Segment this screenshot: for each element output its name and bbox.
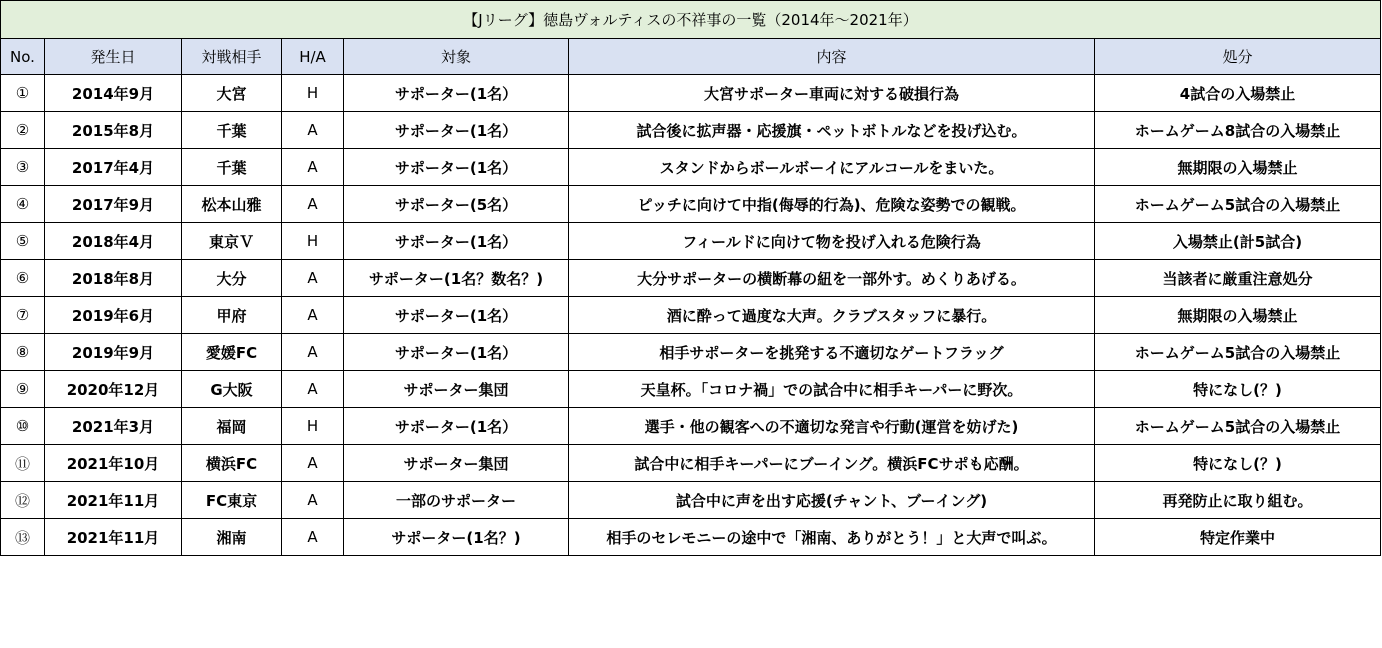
cell-home-away: A [282, 260, 344, 297]
cell-penalty: ホームゲーム8試合の入場禁止 [1095, 112, 1381, 149]
cell-no: ④ [1, 186, 45, 223]
cell-no: ③ [1, 149, 45, 186]
cell-no: ⑤ [1, 223, 45, 260]
header-penalty: 処分 [1095, 39, 1381, 75]
cell-target: サポーター集団 [344, 371, 569, 408]
cell-no: ⑥ [1, 260, 45, 297]
cell-home-away: A [282, 334, 344, 371]
cell-target: サポーター(1名） [344, 297, 569, 334]
cell-penalty: 特になし(？) [1095, 445, 1381, 482]
table-row [1, 223, 1381, 260]
header-home-away: H/A [282, 39, 344, 75]
header-no: No. [1, 39, 45, 75]
cell-opponent: 甲府 [182, 297, 282, 334]
cell-home-away: A [282, 186, 344, 223]
cell-no: ⑬ [1, 519, 45, 556]
table-row [1, 186, 1381, 223]
header-content: 内容 [569, 39, 1095, 75]
cell-no: ⑦ [1, 297, 45, 334]
cell-opponent: 大宮 [182, 75, 282, 112]
cell-content: 相手サポーターを挑発する不適切なゲートフラッグ [569, 334, 1095, 371]
cell-date: 2018年8月 [45, 260, 182, 297]
cell-no: ② [1, 112, 45, 149]
cell-penalty: ホームゲーム5試合の入場禁止 [1095, 334, 1381, 371]
cell-penalty: 無期限の入場禁止 [1095, 297, 1381, 334]
cell-penalty: 4試合の入場禁止 [1095, 75, 1381, 112]
cell-no: ⑪ [1, 445, 45, 482]
cell-penalty: 当該者に厳重注意処分 [1095, 260, 1381, 297]
table-row [1, 445, 1381, 482]
cell-content: 相手のセレモニーの途中で「湘南、ありがとう！」と大声で叫ぶ。 [569, 519, 1095, 556]
cell-penalty: 特になし(？) [1095, 371, 1381, 408]
cell-opponent: 松本山雅 [182, 186, 282, 223]
cell-date: 2018年4月 [45, 223, 182, 260]
cell-home-away: H [282, 408, 344, 445]
cell-content: 選手・他の観客への不適切な発言や行動(運営を妨げた) [569, 408, 1095, 445]
cell-target: サポーター集団 [344, 445, 569, 482]
cell-date: 2021年10月 [45, 445, 182, 482]
cell-no: ⑨ [1, 371, 45, 408]
title-row [1, 1, 1381, 39]
cell-content: フィールドに向けて物を投げ入れる危険行為 [569, 223, 1095, 260]
cell-content: 大宮サポーター車両に対する破損行為 [569, 75, 1095, 112]
table-row [1, 482, 1381, 519]
header-row [1, 39, 1381, 75]
cell-target: サポーター(1名） [344, 223, 569, 260]
table-row [1, 75, 1381, 112]
cell-target: サポーター(1名） [344, 149, 569, 186]
cell-target: サポーター(1名？数名？) [344, 260, 569, 297]
cell-home-away: A [282, 149, 344, 186]
table-row [1, 149, 1381, 186]
table-row [1, 334, 1381, 371]
cell-opponent: 東京Ｖ [182, 223, 282, 260]
cell-penalty: ホームゲーム5試合の入場禁止 [1095, 186, 1381, 223]
cell-target: サポーター(5名） [344, 186, 569, 223]
cell-opponent: 千葉 [182, 112, 282, 149]
cell-home-away: A [282, 445, 344, 482]
table-row [1, 371, 1381, 408]
cell-home-away: A [282, 519, 344, 556]
cell-opponent: G大阪 [182, 371, 282, 408]
cell-date: 2015年8月 [45, 112, 182, 149]
cell-opponent: 福岡 [182, 408, 282, 445]
cell-date: 2021年3月 [45, 408, 182, 445]
table-row [1, 519, 1381, 556]
table-row [1, 297, 1381, 334]
cell-date: 2014年9月 [45, 75, 182, 112]
table-row [1, 408, 1381, 445]
cell-opponent: 千葉 [182, 149, 282, 186]
cell-date: 2019年6月 [45, 297, 182, 334]
cell-target: サポーター(1名） [344, 112, 569, 149]
cell-opponent: 湘南 [182, 519, 282, 556]
header-date: 発生日 [45, 39, 182, 75]
cell-content: スタンドからボールボーイにアルコールをまいた。 [569, 149, 1095, 186]
cell-penalty: 再発防止に取り組む。 [1095, 482, 1381, 519]
cell-target: サポーター(1名？) [344, 519, 569, 556]
cell-content: ピッチに向けて中指(侮辱的行為)、危険な姿勢での観戦。 [569, 186, 1095, 223]
cell-opponent: 横浜FC [182, 445, 282, 482]
cell-penalty: 特定作業中 [1095, 519, 1381, 556]
cell-date: 2021年11月 [45, 519, 182, 556]
cell-opponent: FC東京 [182, 482, 282, 519]
cell-content: 酒に酔って過度な大声。クラブスタッフに暴行。 [569, 297, 1095, 334]
table-body [1, 75, 1381, 556]
cell-target: 一部のサポーター [344, 482, 569, 519]
cell-target: サポーター(1名） [344, 75, 569, 112]
cell-date: 2019年9月 [45, 334, 182, 371]
cell-content: 試合中に相手キーパーにブーイング。横浜FCサポも応酬。 [569, 445, 1095, 482]
cell-no: ⑧ [1, 334, 45, 371]
cell-target: サポーター(1名） [344, 408, 569, 445]
table-row [1, 112, 1381, 149]
table-title: 【Jリーグ】徳島ヴォルティスの不祥事の一覧（2014年～2021年） [1, 1, 1381, 39]
cell-penalty: 無期限の入場禁止 [1095, 149, 1381, 186]
cell-home-away: H [282, 223, 344, 260]
cell-target: サポーター(1名） [344, 334, 569, 371]
cell-date: 2020年12月 [45, 371, 182, 408]
cell-no: ⑩ [1, 408, 45, 445]
cell-opponent: 愛媛FC [182, 334, 282, 371]
cell-date: 2017年4月 [45, 149, 182, 186]
header-target: 対象 [344, 39, 569, 75]
cell-home-away: A [282, 112, 344, 149]
cell-no: ① [1, 75, 45, 112]
cell-date: 2017年9月 [45, 186, 182, 223]
cell-content: 天皇杯。「コロナ禍」での試合中に相手キーパーに野次。 [569, 371, 1095, 408]
cell-home-away: H [282, 75, 344, 112]
cell-content: 大分サポーターの横断幕の紐を一部外す。めくりあげる。 [569, 260, 1095, 297]
cell-content: 試合中に声を出す応援(チャント、ブーイング) [569, 482, 1095, 519]
cell-date: 2021年11月 [45, 482, 182, 519]
cell-home-away: A [282, 371, 344, 408]
cell-no: ⑫ [1, 482, 45, 519]
cell-penalty: ホームゲーム5試合の入場禁止 [1095, 408, 1381, 445]
table-row [1, 260, 1381, 297]
cell-home-away: A [282, 482, 344, 519]
header-opponent: 対戦相手 [182, 39, 282, 75]
cell-content: 試合後に拡声器・応援旗・ペットボトルなどを投げ込む。 [569, 112, 1095, 149]
cell-penalty: 入場禁止(計5試合) [1095, 223, 1381, 260]
cell-home-away: A [282, 297, 344, 334]
cell-opponent: 大分 [182, 260, 282, 297]
